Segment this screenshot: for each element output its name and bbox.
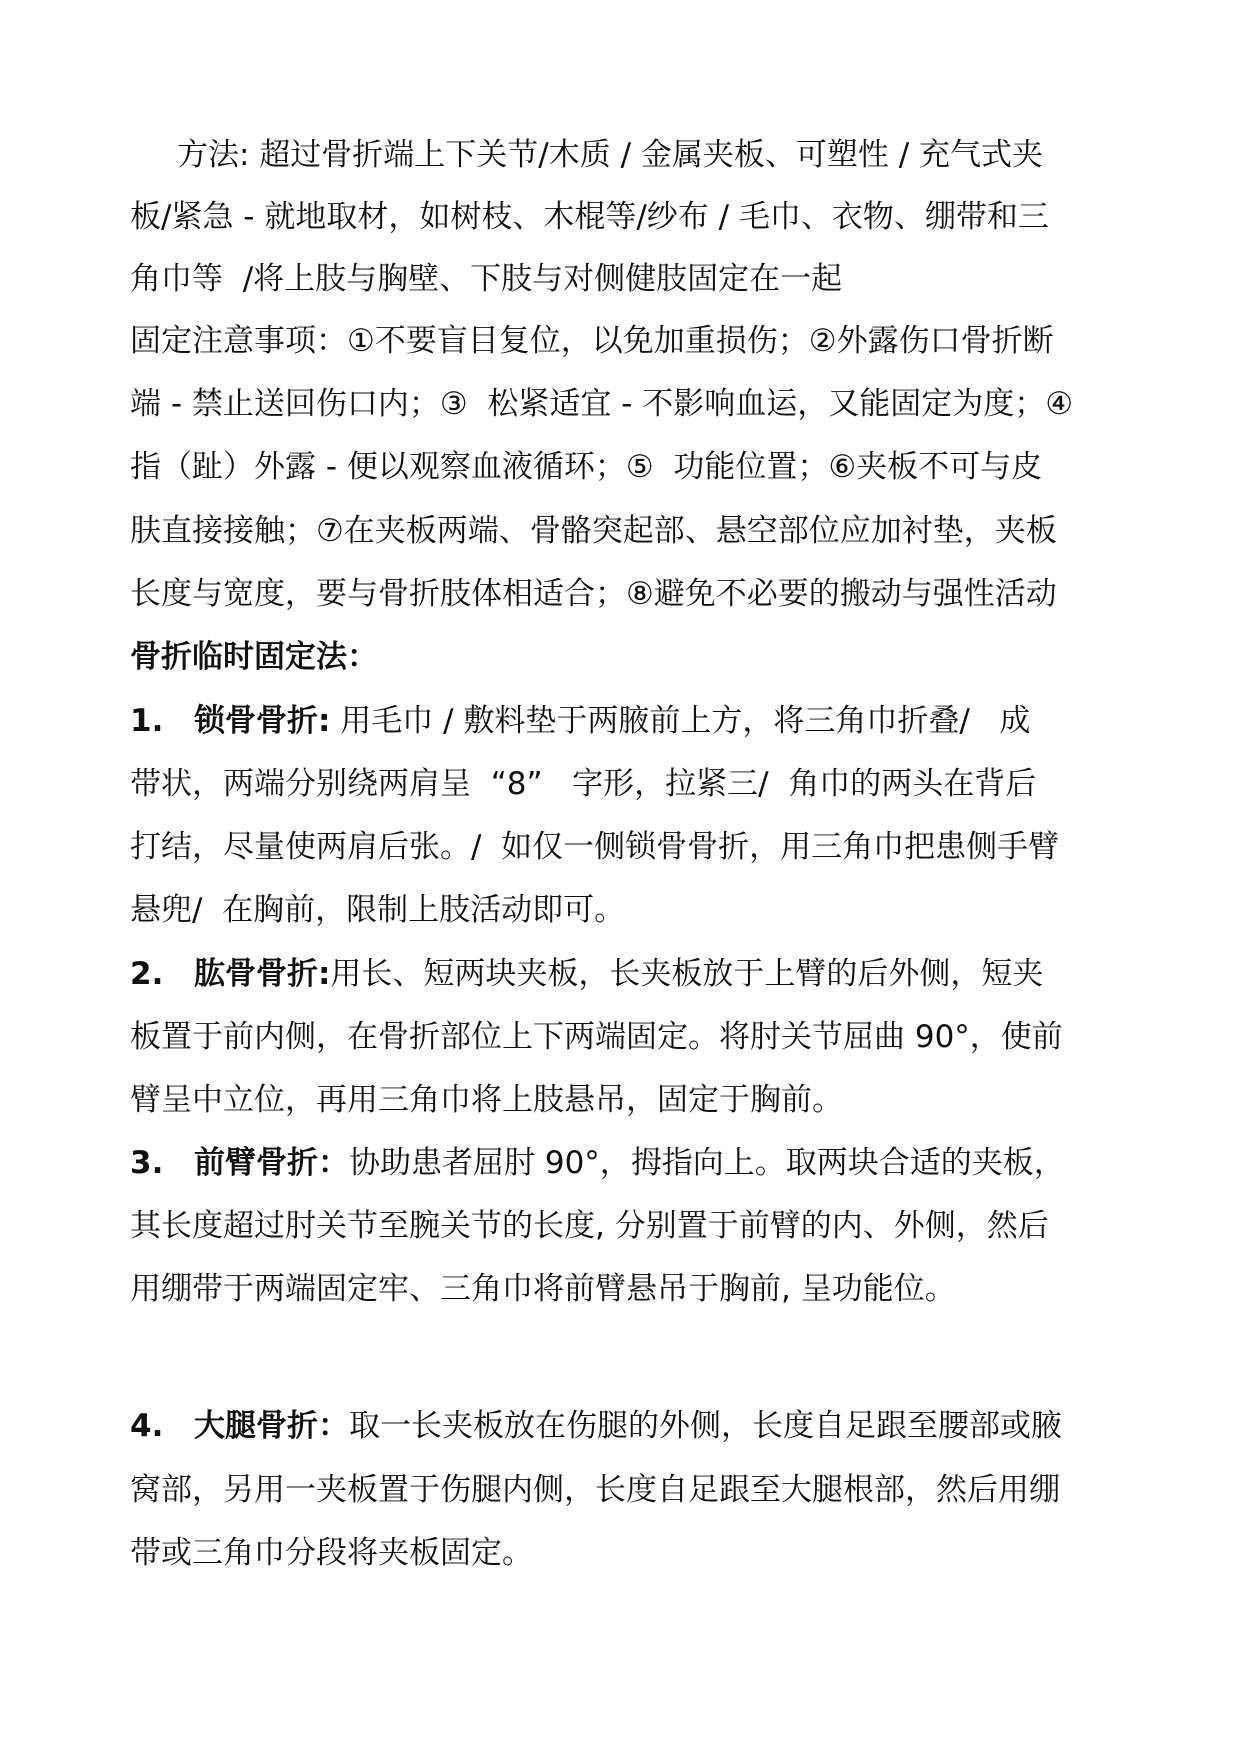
item-heading: 大腿骨折： <box>194 1408 349 1444</box>
item-4-line-3: 带或三角巾分段将夹板固定。 <box>130 1535 533 1571</box>
item-3-line-3: 用绷带于两端固定牢、三角巾将前臂悬吊于胸前, 呈功能位。 <box>130 1271 956 1307</box>
item-number: 2. <box>130 956 164 992</box>
method-line-2: 板/紧急 - 就地取材，如树枝、木棍等/纱布 / 毛巾、衣物、绷带和三 <box>130 199 1049 235</box>
item-1-first-line <box>130 701 1030 741</box>
item-heading: 前臂骨折： <box>194 1145 349 1181</box>
item-heading: 肱骨骨折: <box>194 956 331 992</box>
section-title: 骨折临时固定法： <box>130 639 378 675</box>
item-2-line-2: 板置于前内侧，在骨折部位上下两端固定。将肘关节屈曲 90°，使前 <box>130 1019 1063 1055</box>
item-1-line-4: 悬兜/ 在胸前，限制上肢活动即可。 <box>130 892 626 928</box>
item-4-first-line <box>130 1406 1062 1446</box>
item-number: 1. <box>130 703 164 739</box>
item-2-line-3: 臂呈中立位，再用三角巾将上肢悬吊，固定于胸前。 <box>130 1082 843 1118</box>
item-text: 协助患者屈肘 90°，拇指向上。取两块合适的夹板， <box>349 1145 1065 1181</box>
item-1-line-2: 带状，两端分别绕两肩呈 “8” 字形，拉紧三/ 角巾的两头在背后 <box>130 766 1037 802</box>
item-1-line-3: 打结，尽量使两肩后张。/ 如仅一侧锁骨骨折，用三角巾把患侧手臂 <box>130 829 1060 865</box>
notes-line-1: 固定注意事项：①不要盲目复位，以免加重损伤；②外露伤口骨折断 <box>130 323 1054 359</box>
item-4-line-2: 窝部，另用一夹板置于伤腿内侧，长度自足跟至大腿根部，然后用绷 <box>130 1472 1060 1508</box>
notes-line-4: 肤直接接触；⑦在夹板两端、骨骼突起部、悬空部位应加衬垫，夹板 <box>130 513 1057 549</box>
item-number: 3. <box>130 1145 164 1181</box>
item-text: 取一长夹板放在伤腿的外侧，长度自足跟至腰部或腋 <box>349 1408 1062 1444</box>
item-2-first-line <box>130 954 1043 994</box>
item-number: 4. <box>130 1408 164 1444</box>
notes-line-2: 端 - 禁止送回伤口内；③ 松紧适宜 - 不影响血运，又能固定为度；④ <box>130 386 1074 422</box>
item-text: 用毛巾 / 敷料垫于两腋前上方，将三角巾折叠/ 成 <box>330 703 1031 739</box>
item-3-line-2: 其长度超过肘关节至腕关节的长度, 分别置于前臂的内、外侧，然后 <box>130 1208 1049 1244</box>
item-text: 用长、短两块夹板，长夹板放于上臂的后外侧，短夹 <box>330 956 1044 992</box>
method-line-1: 方法: 超过骨折端上下关节/木质 / 金属夹板、可塑性 / 充气式夹 <box>177 137 1044 173</box>
notes-line-5: 长度与宽度，要与骨折肢体相适合；⑧避免不必要的搬动与强性活动 <box>130 576 1057 612</box>
item-3-first-line <box>130 1143 1065 1183</box>
item-heading: 锁骨骨折: <box>194 703 331 739</box>
notes-line-3: 指（趾）外露 - 便以观察血液循环；⑤ 功能位置；⑥夹板不可与皮 <box>130 449 1043 485</box>
method-line-3: 角巾等 /将上肢与胸壁、下肢与对侧健肢固定在一起 <box>130 261 843 297</box>
